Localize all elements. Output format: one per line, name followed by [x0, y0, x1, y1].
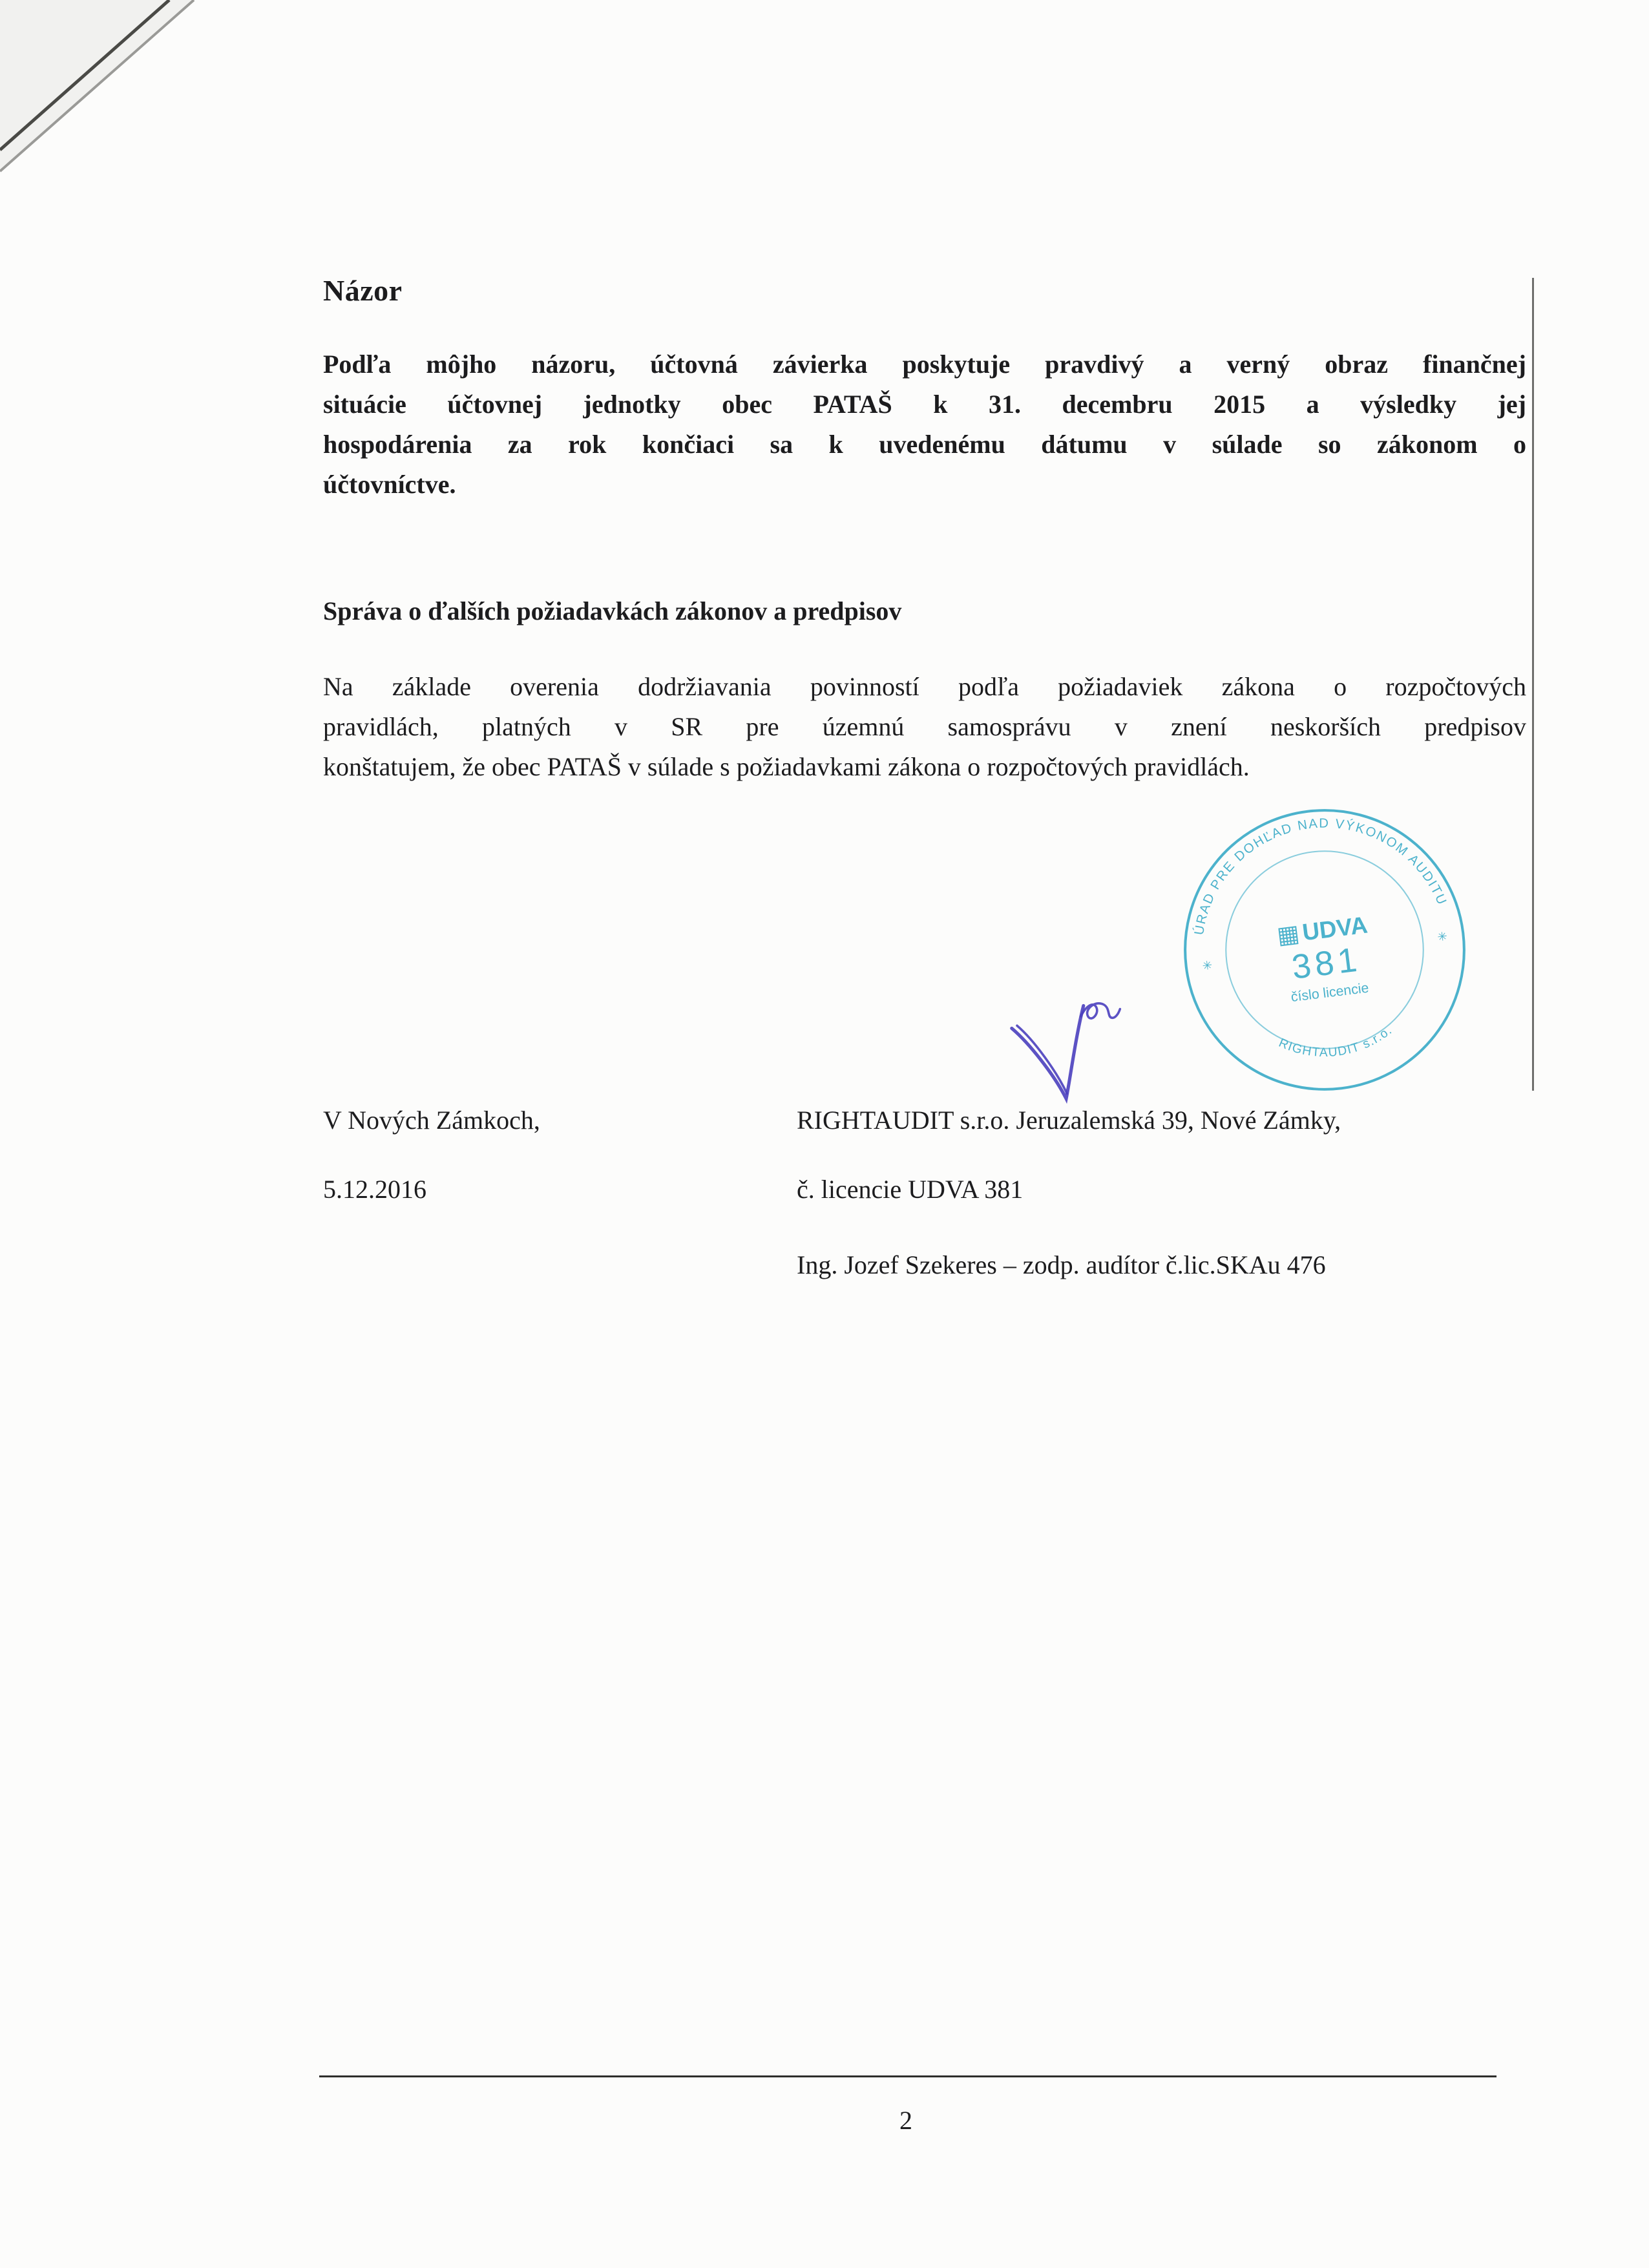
udva-logo-text: UDVA — [1301, 911, 1369, 946]
stamp-seal-icon — [1163, 788, 1486, 1111]
stamp-bottom-arc-text: RIGHTAUDIT s.r.o. — [1276, 1023, 1396, 1060]
stamp-top-arc-text: ÚRAD PRE DOHĽAD NAD VÝKONOM AUDITU — [1192, 816, 1449, 936]
stamp-left-star-icon: ✳ — [1201, 958, 1213, 974]
udva-grid-icon: ▦ — [1275, 919, 1301, 949]
opinion-paragraph: Podľa môjho názoru, účtovná závierka poskytuje pravdivý a verný obraz finančnej situácie účtovnej jednotky obec PATAŠ k 31. decembru 2015 a výsledky jej hospodárenia za rok končiaci sa k uvedenému dátumu v súlade so zákonom o účtovníctve. — [323, 350, 1526, 499]
signoff-license: č. licencie UDVA 381 — [797, 1175, 1024, 1204]
report-paragraph: Na základe overenia dodržiavania povinností podľa požiadaviek zákona o rozpočtových pravidlách, platných v SR pre územnú samosprávu v znení neskorších predpisov konštatujem, že obec PATAŠ v súlade s požiadavkami zákona o rozpočtových pravidlách. — [323, 672, 1526, 781]
scan-artifact-vertical-line — [1532, 278, 1534, 1091]
scan-artifact-corner — [0, 0, 220, 194]
stamp-license-label: číslo licencie — [1290, 980, 1370, 1005]
signoff-place: V Nových Zámkoch, — [323, 1106, 540, 1135]
stamp-license-number: 381 — [1290, 940, 1363, 987]
page-number: 2 — [899, 2106, 912, 2135]
signoff-firm: RIGHTAUDIT s.r.o. Jeruzalemská 39, Nové Zámky, — [797, 1106, 1341, 1135]
footer-divider — [319, 2075, 1497, 2077]
report-heading: Správa o ďalších požiadavkách zákonov a predpisov — [323, 596, 902, 625]
signoff-date: 5.12.2016 — [323, 1175, 426, 1204]
signoff-auditor: Ing. Jozef Szekeres – zodp. audítor č.lic.SKAu 476 — [797, 1250, 1326, 1279]
stamp-right-star-icon: ✳ — [1436, 929, 1449, 945]
udva-license-stamp — [1163, 788, 1486, 1111]
signature-icon — [998, 994, 1179, 1113]
opinion-heading: Názor — [323, 274, 403, 307]
